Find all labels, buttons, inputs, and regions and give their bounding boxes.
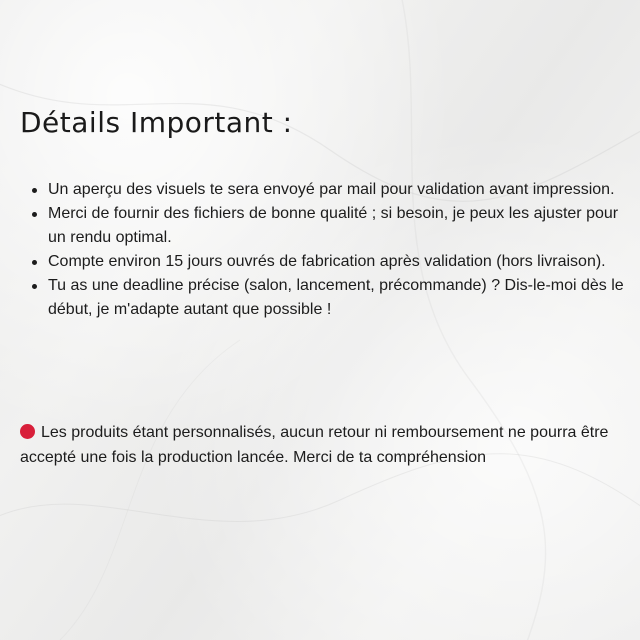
return-policy-notice [20, 420, 634, 470]
list-item-text: Un aperçu des visuels te sera envoyé par mail pour validation avant impression. [48, 181, 615, 198]
list-item [0, 202, 640, 250]
bullet-icon [32, 260, 37, 265]
details-list [0, 178, 640, 322]
list-item [0, 274, 640, 322]
red-circle-icon [20, 424, 35, 439]
list-item-text: Merci de fournir des fichiers de bonne qualité ; si besoin, je peux les ajuster pour un rendu optimal. [48, 205, 619, 246]
list-item-text: Compte environ 15 jours ouvrés de fabrication après validation (hors livraison). [48, 253, 606, 270]
list-item [0, 178, 640, 202]
list-item [0, 250, 640, 274]
notice-text: Les produits étant personnalisés, aucun retour ni remboursement ne pourra être accepté une fois la production lancée. Merci de ta compréhension [20, 424, 609, 466]
bullet-icon [32, 284, 37, 289]
bullet-icon [32, 188, 37, 193]
list-item-text: Tu as une deadline précise (salon, lancement, précommande) ? Dis-le-moi dès le début, je m'adapte autant que possible ! [48, 277, 624, 318]
page-title: Détails Important : [20, 106, 293, 139]
bullet-icon [32, 212, 37, 217]
